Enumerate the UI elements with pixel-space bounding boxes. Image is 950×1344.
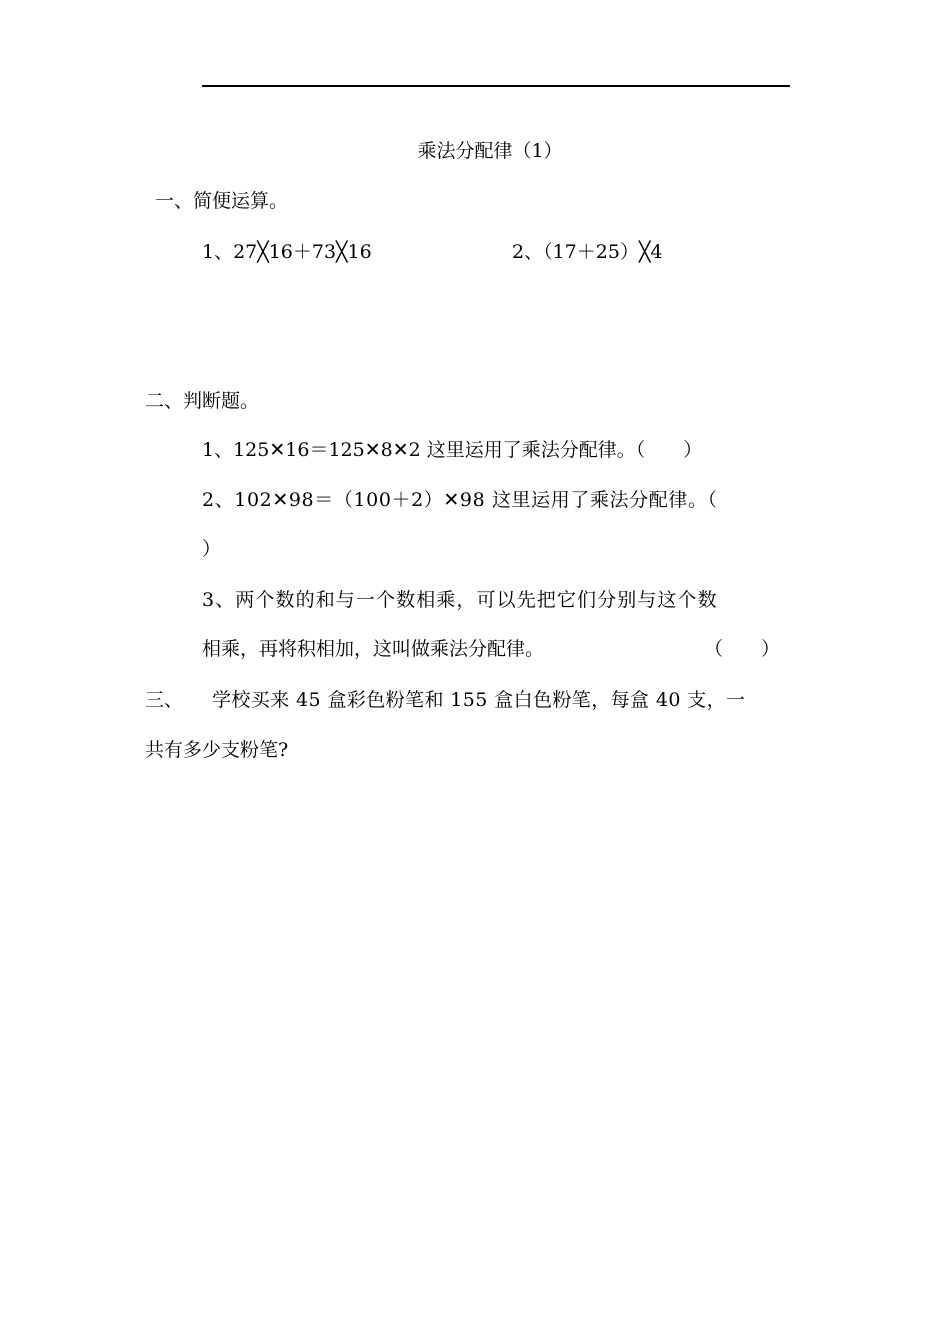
judgement-2-continued: ） (202, 538, 222, 560)
section-2-heading: 二、判断题。 (145, 390, 260, 412)
judgement-3-answer-blank: （ ） (704, 638, 781, 660)
judgement-2: 2、102✕98＝（100＋2）✕98 这里运用了乘法分配律。（ (202, 489, 718, 511)
judgement-3: 3、两个数的和与一个数相乘，可以先把它们分别与这个数 (202, 589, 718, 611)
section-3-question-continued: 共有多少支粉笔? (145, 739, 289, 761)
problem-1-1: 1、27╳16＋73╳16 (202, 241, 372, 263)
section-3-number: 三、 (145, 689, 184, 711)
problem-1-2: 2、（17＋25）╳4 (512, 241, 663, 263)
page-title: 乘法分配律（1） (417, 140, 563, 162)
judgement-1: 1、125✕16＝125✕8✕2 这里运用了乘法分配律。（ ） (202, 439, 703, 461)
header-rule (202, 85, 790, 87)
judgement-3-continued: 相乘，再将积相加，这叫做乘法分配律。 (202, 638, 545, 660)
section-3-question: 学校买来 45 盒彩色粉笔和 155 盒白色粉笔，每盒 40 支，一 (212, 689, 746, 711)
section-1-heading: 一、简便运算。 (155, 190, 289, 212)
